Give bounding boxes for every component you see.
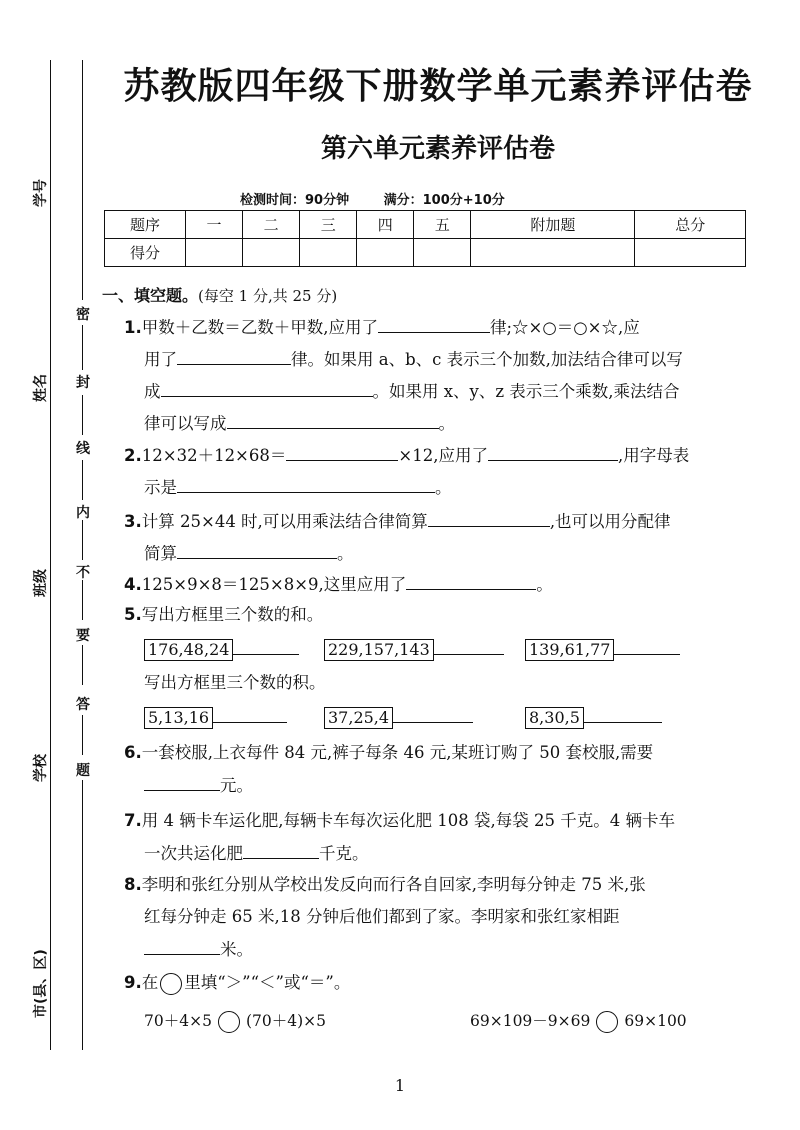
question-number: 3. xyxy=(124,512,142,531)
margin-label-school: 学校 xyxy=(33,754,49,782)
question-text: ,用字母表 xyxy=(617,446,690,465)
score-header-cell: 二 xyxy=(243,211,300,239)
question-text: 律可以写成 xyxy=(144,414,227,433)
question-1-line-4 xyxy=(144,412,455,435)
answer-blank[interactable] xyxy=(177,542,337,559)
answer-blank[interactable] xyxy=(406,573,536,590)
question-1-line-3 xyxy=(144,380,680,403)
sum-box-item xyxy=(324,638,504,661)
seal-char: 封 xyxy=(76,375,90,391)
question-7-line-2 xyxy=(144,842,369,865)
answer-blank[interactable] xyxy=(177,476,435,493)
question-text: 律;☆×○＝○×☆,应 xyxy=(490,318,640,337)
margin-label-student-id: 学号 xyxy=(33,179,49,207)
exam-full-marks: 满分：100分+10分 xyxy=(383,193,505,208)
question-text: 红每分钟走 65 米,18 分钟后他们都到了家。李明家和张红家相距 xyxy=(144,907,620,926)
score-header-cell: 一 xyxy=(186,211,243,239)
question-text: 千克。 xyxy=(319,844,369,863)
section-note: (每空 1 分,共 25 分) xyxy=(198,287,338,305)
page-title: 苏教版四年级下册数学单元素养评估卷 xyxy=(123,66,753,107)
answer-blank[interactable] xyxy=(227,412,439,429)
question-text: 李明和张红分别从学校出发反向而行各自回家,李明每分钟走 75 米,张 xyxy=(141,875,646,894)
margin-seal-line-9 xyxy=(82,780,83,1050)
score-header-cell: 三 xyxy=(300,211,357,239)
question-6-line-1 xyxy=(124,742,653,764)
score-cell[interactable] xyxy=(635,239,746,267)
question-9-line-1 xyxy=(124,972,350,995)
question-6-line-2 xyxy=(144,774,253,797)
answer-blank[interactable] xyxy=(144,774,220,791)
question-number: 2. xyxy=(124,446,142,465)
question-text: 元。 xyxy=(220,776,253,795)
compare-circle[interactable] xyxy=(218,1011,240,1033)
sum-box-item xyxy=(525,638,680,661)
answer-blank[interactable] xyxy=(584,706,662,723)
question-2-line-2 xyxy=(144,476,452,499)
answer-blank[interactable] xyxy=(233,638,299,655)
score-cell[interactable] xyxy=(186,239,243,267)
question-text: 写出方框里三个数的积。 xyxy=(144,673,326,692)
number-box: 176,48,24 xyxy=(144,639,233,661)
margin-seal-line-4 xyxy=(82,460,83,500)
answer-blank[interactable] xyxy=(393,706,473,723)
question-number: 4. xyxy=(124,575,142,594)
score-table xyxy=(104,210,746,267)
sum-box-item xyxy=(144,638,299,661)
seal-char: 答 xyxy=(76,697,90,713)
question-text: 。 xyxy=(435,478,452,497)
question-5-title xyxy=(124,604,323,626)
question-1-line-1 xyxy=(124,316,640,339)
question-text: 米。 xyxy=(220,940,253,959)
seal-char: 内 xyxy=(76,505,90,521)
answer-blank[interactable] xyxy=(161,380,373,397)
question-8-line-1 xyxy=(124,874,646,896)
question-text: ,也可以用分配律 xyxy=(549,512,671,531)
question-number: 5. xyxy=(124,605,142,624)
margin-seal-line-8 xyxy=(82,715,83,755)
question-9-expr-1 xyxy=(144,1010,326,1033)
score-header-cell: 总分 xyxy=(635,211,746,239)
margin-seal-line-3 xyxy=(82,395,83,435)
section-title: 一、填空题。 xyxy=(102,286,199,305)
score-cell[interactable] xyxy=(414,239,471,267)
margin-seal-line-6 xyxy=(82,580,83,620)
expression-right: (70＋4)×5 xyxy=(245,1012,326,1030)
question-text: 成 xyxy=(144,382,161,401)
answer-blank[interactable] xyxy=(144,938,220,955)
score-row-label: 得分 xyxy=(105,239,186,267)
question-text: 一次共运化肥 xyxy=(144,844,243,863)
page-subtitle: 第六单元素养评估卷 xyxy=(320,134,555,164)
number-box: 8,30,5 xyxy=(525,707,584,729)
seal-char: 线 xyxy=(76,441,90,457)
margin-outer-line xyxy=(50,60,51,1050)
score-header-cell: 题序 xyxy=(105,211,186,239)
answer-blank[interactable] xyxy=(243,842,319,859)
answer-blank[interactable] xyxy=(434,638,504,655)
expression-left: 70＋4×5 xyxy=(144,1012,212,1030)
question-number: 8. xyxy=(124,875,142,894)
question-text: ×12,应用了 xyxy=(398,446,488,465)
question-9-expr-2 xyxy=(470,1010,687,1033)
answer-blank[interactable] xyxy=(286,444,398,461)
answer-blank[interactable] xyxy=(177,348,291,365)
question-5-title-2 xyxy=(144,672,326,694)
margin-label-name: 姓名 xyxy=(33,374,49,402)
expression-right: 69×100 xyxy=(624,1012,687,1030)
product-box-item xyxy=(525,706,662,729)
question-text: 里填“＞”“＜”或“＝”。 xyxy=(184,973,351,992)
seal-char: 要 xyxy=(76,628,90,644)
margin-seal-line-2 xyxy=(82,325,83,370)
margin-seal-line-5 xyxy=(82,520,83,560)
question-text: 律。如果用 a、b、c 表示三个加数,加法结合律可以写 xyxy=(291,350,683,369)
question-number: 7. xyxy=(124,811,142,830)
question-text: 。如果用 x、y、z 表示三个乘数,乘法结合 xyxy=(372,382,680,401)
number-box: 5,13,16 xyxy=(144,707,213,729)
score-header-cell: 五 xyxy=(414,211,471,239)
product-box-item xyxy=(324,706,473,729)
question-text: 在 xyxy=(141,973,159,992)
score-table-header-row xyxy=(105,211,746,239)
answer-blank[interactable] xyxy=(213,706,287,723)
question-8-line-3 xyxy=(144,938,253,961)
margin-label-class: 班级 xyxy=(33,569,49,597)
question-number: 6. xyxy=(124,743,142,762)
question-text: 一套校服,上衣每件 84 元,裤子每条 46 元,某班订购了 50 套校服,需要 xyxy=(141,743,654,762)
exam-time: 检测时间：90分钟 xyxy=(240,193,350,208)
question-text: 用了 xyxy=(144,350,177,369)
question-4-line-1 xyxy=(124,573,553,596)
score-cell[interactable] xyxy=(300,239,357,267)
question-text: 计算 25×44 时,可以用乘法结合律简算 xyxy=(141,512,428,531)
question-text: 。 xyxy=(438,414,455,433)
number-box: 229,157,143 xyxy=(324,639,434,661)
question-7-line-1 xyxy=(124,810,675,832)
question-text: 。 xyxy=(337,544,354,563)
number-box: 139,61,77 xyxy=(525,639,614,661)
compare-circle[interactable] xyxy=(596,1011,618,1033)
exam-meta xyxy=(240,189,720,208)
question-text: 用 4 辆卡车运化肥,每辆卡车每次运化肥 108 袋,每袋 25 千克。4 辆卡车 xyxy=(141,811,675,830)
section-heading xyxy=(102,283,337,306)
score-cell[interactable] xyxy=(471,239,635,267)
answer-blank[interactable] xyxy=(614,638,680,655)
question-number: 9. xyxy=(124,973,142,992)
margin-seal-line-1 xyxy=(82,60,83,300)
question-text: 甲数＋乙数＝乙数＋甲数,应用了 xyxy=(141,318,378,337)
margin-label-city: 市(县、区) xyxy=(33,949,49,1018)
margin-seal-line-7 xyxy=(82,645,83,685)
seal-char: 不 xyxy=(76,565,90,581)
question-number: 1. xyxy=(124,318,142,337)
product-box-item xyxy=(144,706,287,729)
question-1-line-2 xyxy=(144,348,683,371)
seal-char: 题 xyxy=(76,763,90,779)
question-text: 写出方框里三个数的和。 xyxy=(141,605,324,624)
question-text: 简算 xyxy=(144,544,177,563)
score-cell[interactable] xyxy=(243,239,300,267)
score-header-cell: 附加题 xyxy=(471,211,635,239)
number-box: 37,25,4 xyxy=(324,707,393,729)
seal-char: 密 xyxy=(76,307,90,323)
compare-circle xyxy=(160,973,182,995)
question-text: 12×32＋12×68＝ xyxy=(141,446,287,465)
score-cell[interactable] xyxy=(357,239,414,267)
question-text: 125×9×8＝125×8×9,这里应用了 xyxy=(141,575,407,594)
page-number: 1 xyxy=(394,1076,406,1095)
question-3-line-1 xyxy=(124,510,671,533)
score-table-score-row xyxy=(105,239,746,267)
question-2-line-1 xyxy=(124,444,689,467)
score-header-cell: 四 xyxy=(357,211,414,239)
question-text: 示是 xyxy=(144,478,177,497)
answer-blank[interactable] xyxy=(488,444,618,461)
answer-blank[interactable] xyxy=(428,510,550,527)
expression-left: 69×109－9×69 xyxy=(470,1012,591,1030)
question-text: 。 xyxy=(536,575,553,594)
answer-blank[interactable] xyxy=(378,316,490,333)
question-8-line-2 xyxy=(144,906,619,928)
question-3-line-2 xyxy=(144,542,354,565)
